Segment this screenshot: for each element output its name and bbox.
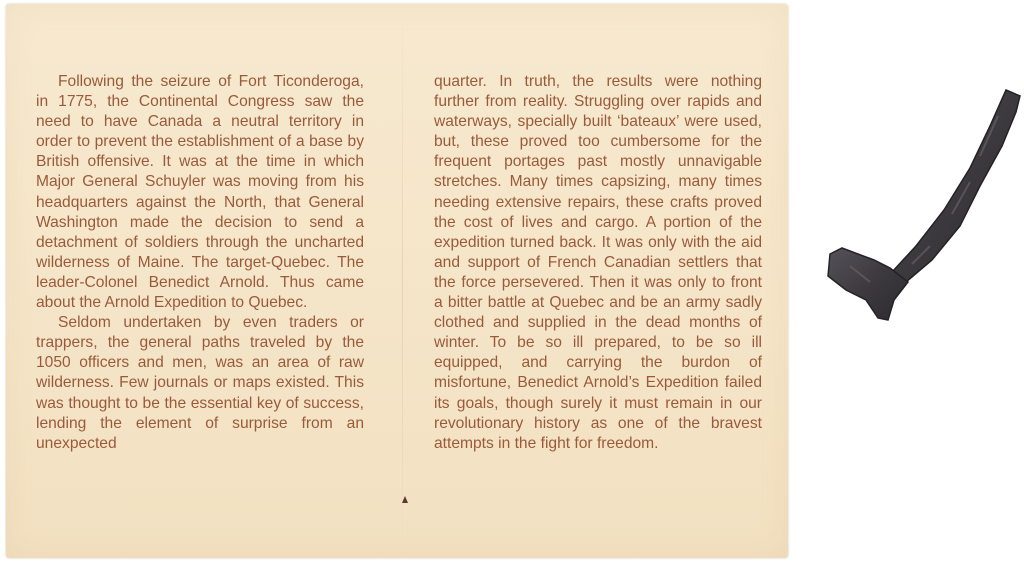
left-text-column	[36, 72, 364, 454]
small-mark	[402, 496, 408, 503]
card-fold-line	[402, 4, 403, 558]
nail-shank	[892, 90, 1020, 282]
iron-nail-image	[820, 86, 1024, 326]
history-card	[6, 4, 788, 558]
left-paragraph-2: Seldom undertaken by even traders or trappers, the general paths traveled by the 1050 officers and men, was an area of raw wilderness. Few journals or maps existed. This was thought to be the essential key of success, lending the element of surprise from an unexpected	[36, 314, 364, 452]
left-paragraph-1: Following the seizure of Fort Ticonderoga, in 1775, the Continental Congress saw the need to have Canada a neutral territory in order to prevent the establishment of a base by British offensive. It was at the time in which Major General Schuyler was moving from his headquarters against the North, that General Washington made the decision to send a detachment of soldiers through the uncharted wilderness of Maine. The target-Quebec. The leader-Colonel Benedict Arnold. Thus came about the Arnold Expedition to Quebec.	[36, 73, 364, 312]
right-text-column	[434, 72, 762, 454]
nail-head	[828, 248, 908, 320]
right-paragraph-1: quarter. In truth, the results were nothing further from reality. Struggling over rapids and waterways, specially built ‘bateaux’ were used, but, these proved too cumbersome for the frequent portages past mostly unnavigable stretches. Many times capsizing, many times needing extensive repairs, these crafts proved the cost of lives and cargo. A portion of the expedition turned back. It was only with the aid and support of French Canadian settlers that the force persevered. Then it was only to front a bitter battle at Quebec and be an army sadly clothed and supplied in the dead months of winter. To be so ill prepared, to be so ill equipped, and carrying the burdon of misfortune, Benedict Arnold’s Expedition failed its goals, though surely it must remain in our revolutionary history as one of the bravest attempts in the fight for freedom.	[434, 73, 762, 452]
